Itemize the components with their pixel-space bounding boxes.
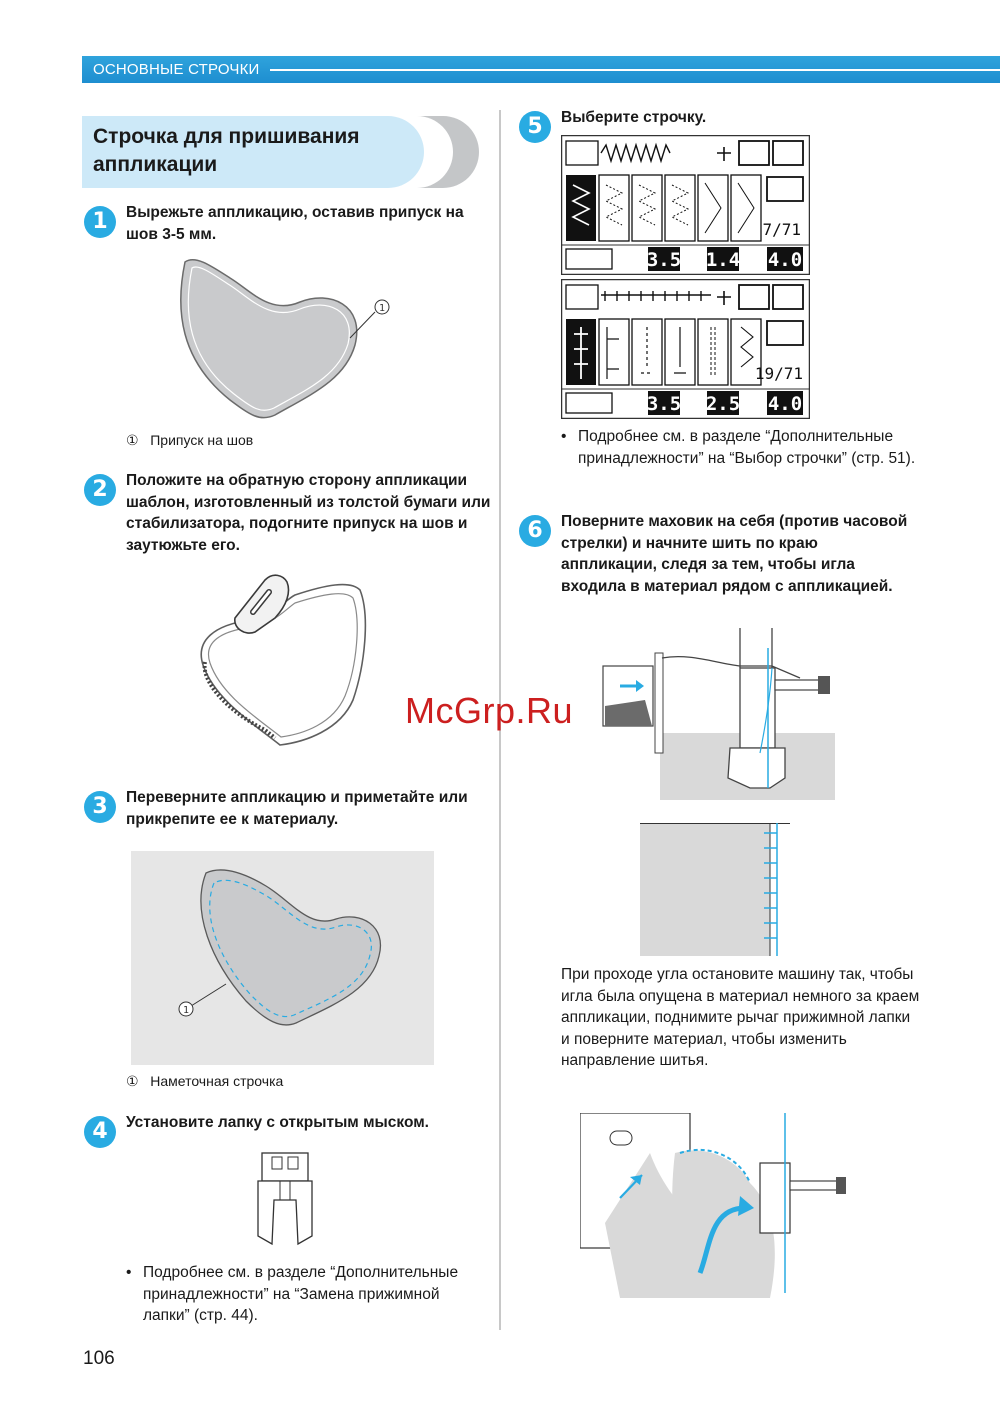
sewing-foot-figure [600,628,840,800]
svg-text:1: 1 [378,303,386,314]
pivot-corner-figure [580,1113,850,1298]
step-2-text: Положите на обратную сторону аппликации шаблон, изготовленный из толстой бумаги или стабилизатора, подогните припуск на шов и заутюжьте его. [126,472,491,554]
bullet: • [126,1264,132,1281]
lcd-length-value: 2.5 [705,393,741,415]
note-text: Подробнее см. в разделе “Дополнительные принадлежности” на “Выбор строчки” (стр. 51). [578,428,916,467]
step-4-text: Установите лапку с открытым мыском. [126,1114,429,1131]
lcd-width-value: 3.5 [646,393,682,415]
page-number: 106 [83,1348,115,1369]
step-4-note [126,1262,486,1327]
svg-text:1: 1 [182,1005,190,1016]
step-6-badge: 6 [519,515,551,547]
step-1-text: Вырежьте аппликацию, оставив припуск на шов 3-5 мм. [126,204,464,243]
step-3-text: Переверните аппликацию и приметайте или прикрепите ее к материалу. [126,789,468,828]
callout-marker: ① [126,432,139,448]
lcd-page-counter: 7/71 [762,220,801,239]
step-2-badge: 2 [84,474,116,506]
step-5-text: Выберите строчку. [561,109,707,126]
note-text: Подробнее см. в разделе “Дополнительные принадлежности” на “Замена прижимной лапки” (стр. 44). [143,1264,459,1324]
section-header: ОСНОВНЫЕ СТРОЧКИ [93,61,260,78]
caption-text: Припуск на шов [150,432,254,448]
lcd-screen-2 [561,279,810,419]
page-title: Строчка для пришивания аппликации [93,125,360,176]
applique-seam-allowance-figure [170,250,400,430]
header-rule [270,69,1000,71]
step-6-text: Поверните маховик на себя (против часовой стрелки) и начните шить по краю аппликации, следя за тем, чтобы игла входила в материал рядом с аппликацией. [561,513,908,595]
step-5-badge: 5 [519,111,551,143]
caption-text: Наметочная строчка [150,1073,284,1089]
lcd-page-counter: 19/71 [754,364,803,383]
bullet: • [561,428,567,445]
zigzag-edge-figure [640,823,792,956]
step-3-badge: 3 [84,791,116,823]
lcd-width-value: 3.5 [646,249,682,271]
step-1-badge: 1 [84,206,116,238]
ironing-template-figure [195,570,380,755]
figure-3-caption [126,1073,283,1090]
lcd-screen-1 [561,135,810,275]
step-5-note [561,426,916,469]
figure-1-caption [126,432,253,449]
basted-applique-figure [131,851,434,1065]
lcd-tension-value: 4.0 [767,249,803,271]
lcd-tension-value: 4.0 [767,393,803,415]
open-toe-foot-figure [250,1148,320,1248]
step-4-badge: 4 [84,1116,116,1148]
callout-marker: ① [126,1073,139,1089]
corner-instructions: При проходе угла остановите машину так, чтобы игла была опущена в материал немного за краем аппликации, поднимите рычаг прижимной лапки и поверните материал, чтобы изменить направление шитья. [561,966,920,1069]
lcd-length-value: 1.4 [705,249,741,271]
watermark: McGrp.Ru [405,690,574,731]
